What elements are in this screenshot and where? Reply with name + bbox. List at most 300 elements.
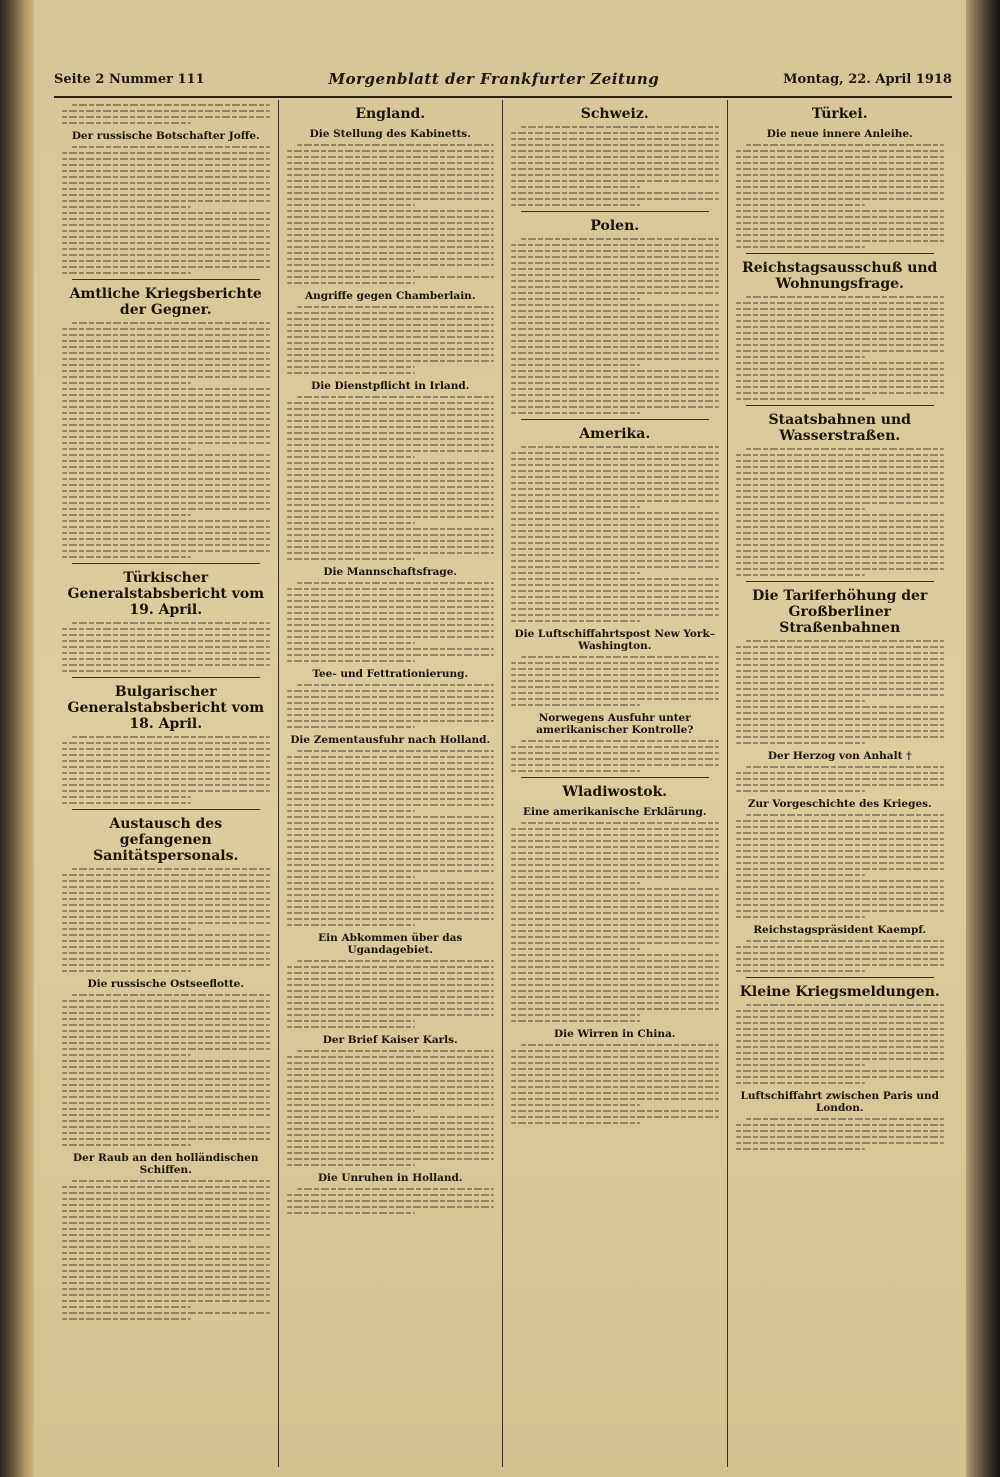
article-body — [736, 296, 945, 400]
text-line — [287, 1212, 416, 1214]
text-line — [62, 1198, 270, 1200]
text-line — [287, 1086, 495, 1088]
text-line — [287, 426, 495, 428]
text-line — [511, 770, 640, 772]
text-line — [736, 964, 945, 966]
text-line — [511, 150, 719, 152]
text-line — [287, 786, 495, 788]
section-divider — [72, 563, 260, 564]
text-line — [511, 268, 719, 270]
text-line — [736, 826, 945, 828]
text-line — [736, 682, 945, 684]
text-line — [287, 180, 495, 182]
text-line — [72, 322, 270, 324]
text-line — [736, 216, 945, 218]
text-line — [511, 162, 719, 164]
text-line — [511, 488, 719, 490]
text-line — [511, 370, 719, 372]
article-body — [62, 322, 270, 558]
text-line — [62, 152, 270, 154]
text-line — [62, 1042, 270, 1044]
text-line — [62, 1084, 270, 1086]
text-line — [62, 886, 270, 888]
text-line — [736, 856, 945, 858]
text-line — [736, 904, 945, 906]
text-line — [736, 694, 945, 696]
text-line — [736, 784, 945, 786]
text-line — [287, 318, 495, 320]
text-line — [287, 720, 495, 722]
text-line — [287, 912, 495, 914]
text-line — [62, 544, 270, 546]
text-line — [511, 204, 640, 206]
text-line — [736, 778, 945, 780]
text-line — [287, 432, 495, 434]
text-line — [511, 244, 719, 246]
text-line — [287, 198, 495, 200]
text-line — [62, 928, 191, 930]
text-line — [287, 534, 495, 536]
text-line — [736, 198, 945, 200]
text-line — [511, 310, 719, 312]
article-body — [511, 740, 719, 772]
text-line — [511, 858, 719, 860]
text-line — [511, 966, 719, 968]
text-line — [287, 978, 495, 980]
text-line — [736, 496, 945, 498]
section-divider — [746, 581, 935, 582]
text-line — [736, 520, 945, 522]
text-line — [62, 1066, 270, 1068]
text-line — [736, 538, 945, 540]
text-line — [62, 754, 270, 756]
text-line — [511, 674, 719, 676]
text-line — [736, 380, 945, 382]
text-line — [511, 560, 719, 562]
text-line — [511, 1062, 719, 1064]
text-line — [287, 822, 495, 824]
text-line — [521, 822, 719, 824]
text-line — [62, 352, 270, 354]
text-line — [511, 608, 719, 610]
text-line — [511, 1008, 719, 1010]
column-2 — [279, 100, 504, 1467]
text-line — [511, 596, 719, 598]
text-line — [511, 978, 719, 980]
text-line — [62, 628, 270, 630]
text-line — [62, 760, 270, 762]
text-line — [511, 752, 719, 754]
text-line — [62, 1102, 270, 1104]
text-line — [62, 218, 270, 220]
text-line — [511, 470, 719, 472]
text-line — [736, 1052, 945, 1054]
text-line — [511, 882, 640, 884]
text-line — [511, 686, 719, 688]
text-line — [736, 550, 945, 552]
text-line — [287, 462, 495, 464]
article-body — [736, 766, 945, 792]
text-line — [736, 362, 945, 364]
text-line — [736, 952, 945, 954]
text-line — [62, 1312, 270, 1314]
text-line — [287, 1158, 495, 1160]
text-line — [62, 1132, 270, 1134]
text-line — [736, 356, 865, 358]
article-heading: Die neue innere Anleihe. — [766, 128, 913, 140]
text-line — [62, 646, 270, 648]
text-line — [511, 840, 719, 842]
text-line — [511, 554, 719, 556]
text-line — [62, 424, 270, 426]
text-line — [736, 240, 945, 242]
text-line — [62, 1012, 270, 1014]
text-line — [62, 230, 270, 232]
text-line — [62, 652, 270, 654]
text-line — [511, 846, 719, 848]
text-line — [62, 466, 270, 468]
text-line — [736, 706, 945, 708]
text-line — [521, 1044, 719, 1046]
text-line — [287, 858, 495, 860]
text-line — [62, 484, 270, 486]
text-line — [287, 762, 495, 764]
text-line — [62, 334, 270, 336]
text-line — [287, 1056, 495, 1058]
text-line — [62, 1030, 270, 1032]
text-line — [62, 454, 270, 456]
text-line — [736, 646, 945, 648]
text-line — [746, 766, 945, 768]
article-heading: Norwegens Ausfuhr unter amerikanischer Kontrolle? — [536, 712, 694, 736]
text-line — [72, 104, 270, 106]
text-line — [62, 910, 270, 912]
text-line — [287, 204, 416, 206]
text-line — [287, 510, 495, 512]
text-line — [287, 768, 495, 770]
article-heading: Tee- und Fettrationierung. — [312, 668, 469, 680]
text-line — [511, 870, 719, 872]
text-line — [62, 406, 270, 408]
section-heading: England. — [355, 106, 426, 122]
text-line — [521, 126, 719, 128]
section-heading: Amerika. — [579, 426, 651, 442]
text-line — [62, 880, 270, 882]
text-line — [62, 364, 270, 366]
text-line — [511, 412, 640, 414]
text-line — [736, 790, 865, 792]
text-line — [736, 1130, 945, 1132]
text-line — [62, 490, 270, 492]
text-line — [521, 656, 719, 658]
text-line — [511, 346, 719, 348]
text-line — [511, 1020, 640, 1022]
text-line — [736, 664, 945, 666]
text-line — [297, 684, 495, 686]
text-line — [62, 952, 270, 954]
text-line — [736, 850, 945, 852]
text-line — [736, 490, 945, 492]
text-line — [736, 320, 945, 322]
article-heading: Die Luftschiffahrtspost New York–Washington. — [514, 628, 715, 652]
text-line — [287, 414, 495, 416]
text-line — [297, 1188, 495, 1190]
text-line — [736, 162, 945, 164]
text-line — [287, 516, 495, 518]
text-line — [287, 1068, 495, 1070]
text-line — [287, 594, 495, 596]
text-line — [62, 1300, 270, 1302]
text-line — [511, 298, 640, 300]
text-line — [736, 1064, 865, 1066]
text-line — [736, 332, 945, 334]
text-line — [511, 186, 640, 188]
text-line — [287, 888, 495, 890]
text-line — [287, 834, 495, 836]
text-line — [287, 330, 495, 332]
text-line — [736, 880, 945, 882]
article-body — [287, 1188, 495, 1214]
article-heading: Angriffe gegen Chamberlain. — [305, 290, 476, 302]
text-line — [287, 1098, 495, 1100]
text-line — [62, 1264, 270, 1266]
text-line — [511, 662, 719, 664]
text-line — [736, 562, 945, 564]
text-line — [736, 192, 945, 194]
text-line — [511, 144, 719, 146]
text-line — [736, 514, 945, 516]
text-line — [736, 1124, 945, 1126]
section-heading: Schweiz. — [580, 106, 649, 122]
text-line — [62, 904, 270, 906]
text-line — [287, 1008, 495, 1010]
text-line — [287, 654, 495, 656]
text-line — [62, 478, 270, 480]
text-line — [62, 1138, 270, 1140]
section-divider — [72, 279, 260, 280]
text-line — [62, 1270, 270, 1272]
text-line — [62, 940, 270, 942]
text-line — [62, 748, 270, 750]
text-line — [287, 366, 416, 368]
text-line — [62, 1036, 270, 1038]
section-divider — [746, 405, 935, 406]
text-line — [287, 324, 495, 326]
text-line — [287, 174, 495, 176]
text-line — [287, 492, 495, 494]
article-heading: Eine amerikanische Erklärung. — [523, 806, 707, 818]
text-line — [511, 382, 719, 384]
text-line — [62, 1018, 270, 1020]
text-line — [511, 948, 640, 950]
text-line — [62, 272, 191, 274]
text-line — [511, 1050, 719, 1052]
text-line — [736, 844, 945, 846]
section-heading: Bulgarischer Generalstabsbericht vom 18. April. — [67, 684, 265, 732]
text-line — [287, 168, 495, 170]
text-line — [511, 746, 719, 748]
section-heading: Kleine Kriegsmeldungen. — [739, 984, 940, 1000]
text-line — [736, 832, 945, 834]
text-line — [287, 258, 495, 260]
text-line — [62, 260, 270, 262]
text-line — [736, 1046, 945, 1048]
text-line — [511, 132, 719, 134]
text-line — [62, 766, 270, 768]
text-line — [287, 444, 495, 446]
text-line — [287, 486, 495, 488]
text-line — [287, 918, 495, 920]
text-line — [62, 1294, 270, 1296]
text-line — [287, 1074, 495, 1076]
text-line — [72, 1180, 270, 1182]
section-divider — [72, 677, 260, 678]
text-line — [287, 900, 495, 902]
text-line — [511, 614, 719, 616]
text-line — [62, 254, 270, 256]
text-line — [297, 582, 495, 584]
section-heading: Austausch des gefangenen Sanitätspersonals. — [93, 816, 239, 864]
text-line — [287, 846, 495, 848]
text-line — [62, 116, 270, 118]
text-line — [511, 452, 719, 454]
article-body — [62, 736, 270, 804]
article-body — [511, 656, 719, 706]
text-line — [62, 436, 270, 438]
text-line — [736, 210, 945, 212]
article-body — [287, 750, 495, 926]
text-line — [521, 238, 719, 240]
text-line — [287, 882, 495, 884]
text-line — [62, 1246, 270, 1248]
text-line — [287, 870, 495, 872]
text-line — [287, 528, 495, 530]
text-line — [736, 1142, 945, 1144]
text-line — [62, 964, 270, 966]
text-line — [511, 888, 719, 890]
text-line — [736, 652, 945, 654]
text-line — [287, 522, 416, 524]
text-line — [511, 494, 719, 496]
text-line — [511, 912, 719, 914]
text-line — [736, 838, 945, 840]
column-1 — [54, 100, 279, 1467]
text-line — [511, 764, 719, 766]
article-body — [287, 960, 495, 1028]
text-line — [746, 1004, 945, 1006]
text-line — [736, 180, 945, 182]
text-line — [511, 482, 719, 484]
text-line — [736, 478, 945, 480]
text-line — [287, 792, 495, 794]
text-line — [62, 242, 270, 244]
text-line — [287, 216, 495, 218]
text-line — [511, 138, 719, 140]
section-divider — [521, 211, 709, 212]
text-line — [62, 1090, 270, 1092]
text-line — [62, 1240, 191, 1242]
text-line — [287, 894, 495, 896]
text-line — [287, 696, 495, 698]
text-line — [736, 658, 945, 660]
text-line — [62, 508, 270, 510]
text-line — [287, 630, 495, 632]
column-4 — [728, 100, 953, 1467]
text-line — [62, 1108, 270, 1110]
text-line — [62, 496, 270, 498]
text-line — [287, 660, 416, 662]
text-line — [287, 192, 495, 194]
text-line — [62, 1318, 191, 1320]
text-line — [62, 182, 270, 184]
text-line — [511, 1002, 719, 1004]
text-line — [287, 504, 495, 506]
book-binding-right — [966, 0, 1000, 1477]
text-line — [736, 460, 945, 462]
text-line — [511, 620, 640, 622]
text-line — [287, 468, 495, 470]
text-line — [287, 924, 416, 926]
text-line — [62, 898, 270, 900]
text-line — [62, 1024, 270, 1026]
text-line — [287, 972, 495, 974]
text-line — [736, 156, 945, 158]
text-line — [287, 408, 495, 410]
text-line — [511, 256, 719, 258]
article-body — [287, 1050, 495, 1166]
text-line — [736, 886, 945, 888]
text-line — [736, 222, 945, 224]
text-line — [736, 472, 945, 474]
text-line — [511, 322, 719, 324]
text-line — [287, 810, 416, 812]
text-line — [62, 212, 270, 214]
text-line — [736, 730, 945, 732]
text-line — [736, 392, 945, 394]
text-line — [62, 418, 270, 420]
text-line — [72, 868, 270, 870]
text-line — [511, 340, 719, 342]
text-line — [736, 368, 945, 370]
text-line — [736, 724, 945, 726]
text-line — [511, 1014, 640, 1016]
text-line — [736, 234, 945, 236]
text-line — [287, 186, 495, 188]
text-line — [287, 234, 495, 236]
text-line — [511, 1092, 719, 1094]
text-line — [511, 304, 719, 306]
text-line — [287, 240, 495, 242]
text-line — [62, 934, 270, 936]
text-line — [287, 252, 495, 254]
text-line — [736, 526, 945, 528]
text-line — [736, 862, 945, 864]
text-line — [287, 1140, 495, 1142]
text-line — [62, 188, 270, 190]
article-body — [287, 582, 495, 662]
text-line — [736, 898, 945, 900]
text-line — [746, 448, 945, 450]
text-line — [511, 364, 640, 366]
text-line — [287, 984, 495, 986]
text-line — [511, 168, 719, 170]
text-line — [287, 420, 495, 422]
text-line — [287, 726, 416, 728]
text-line — [62, 158, 270, 160]
text-line — [287, 702, 495, 704]
text-line — [511, 1068, 719, 1070]
text-line — [287, 360, 495, 362]
